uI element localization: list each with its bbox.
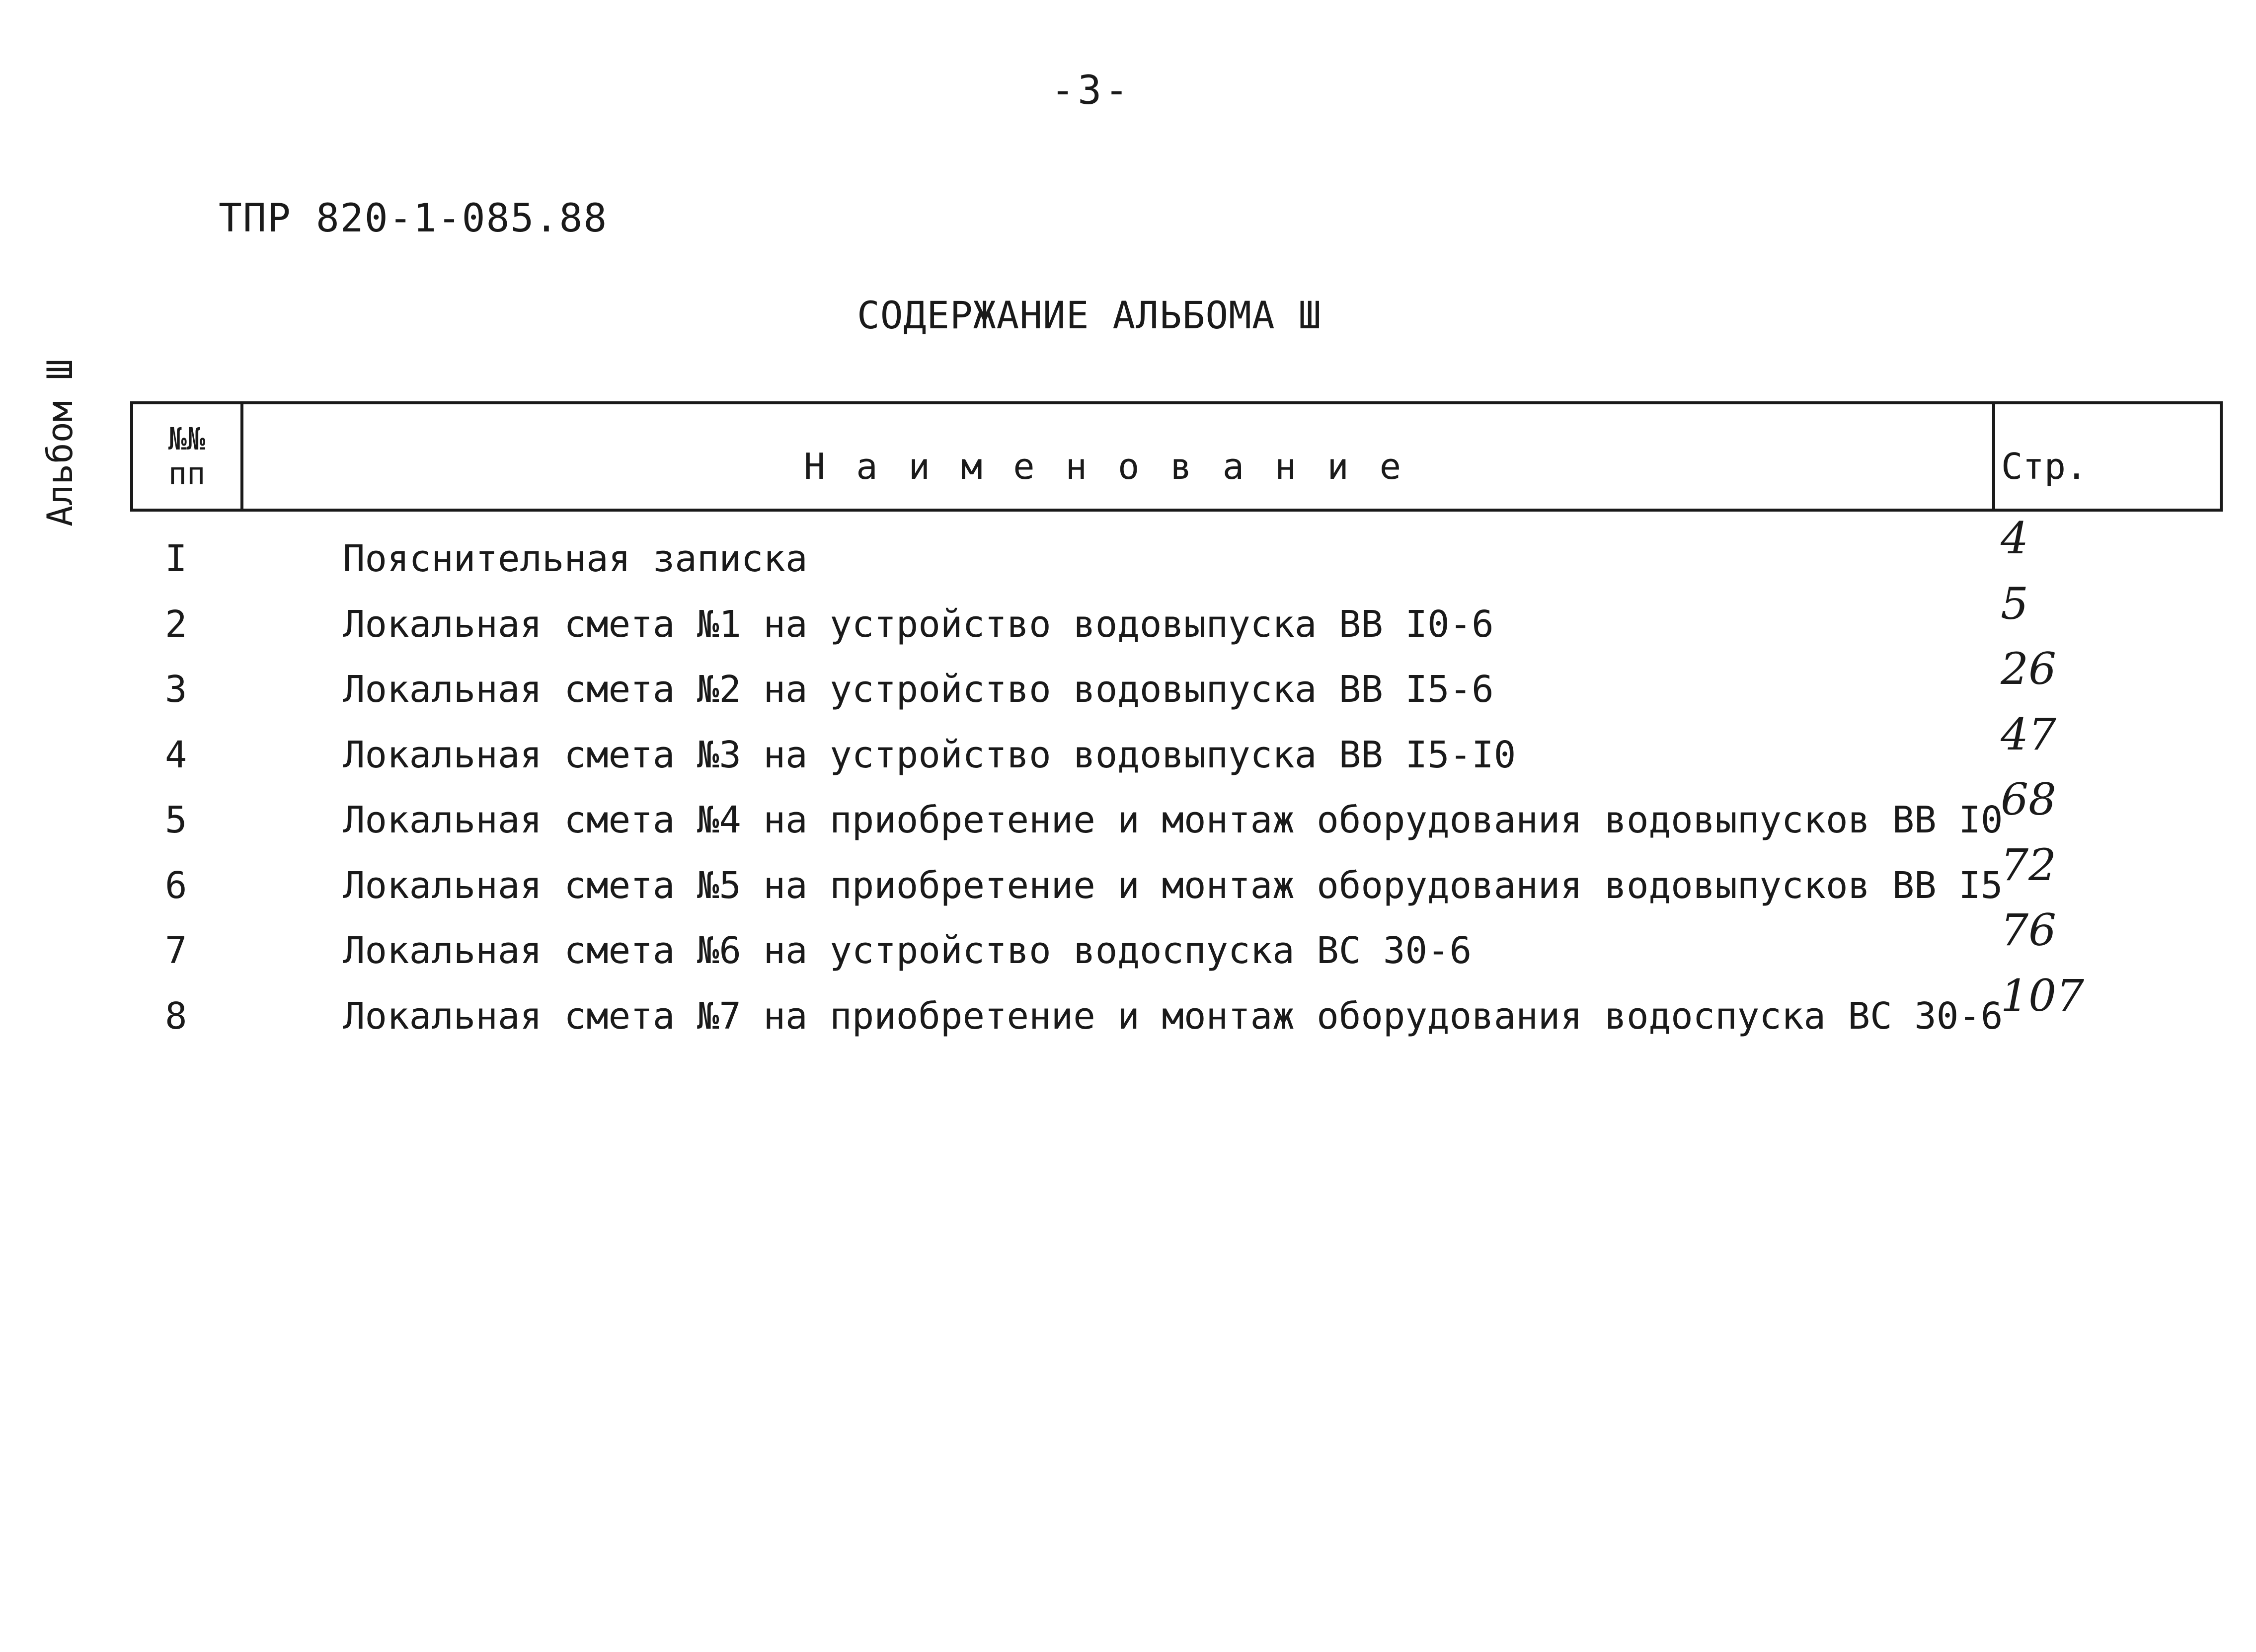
header-page-label: Стр.	[2001, 446, 2088, 487]
table-row	[130, 513, 2223, 593]
row-title: Локальная смета №1 на устройство водовыпуска ВВ I0-6	[343, 602, 1494, 646]
row-number: 7	[165, 929, 187, 972]
table-row	[130, 904, 2223, 985]
row-title: Локальная смета №5 на приобретение и монтаж оборудования водовыпусков ВВ I5	[343, 864, 2003, 907]
row-title: Локальная смета №7 на приобретение и монтаж оборудования водоспуска ВС 30-6	[343, 994, 2003, 1038]
table-row	[130, 708, 2223, 789]
row-number: 3	[165, 668, 187, 711]
row-title: Локальная смета №3 на устройство водовыпуска ВВ I5-I0	[343, 733, 1516, 776]
header-page-cell	[1995, 404, 2220, 509]
row-page-number: 68	[2001, 774, 2056, 825]
row-page-number: 4	[2001, 513, 2028, 564]
page-number: -3-	[1051, 67, 1132, 113]
header-name-cell	[243, 404, 1995, 509]
header-number-line1: №№	[168, 421, 206, 457]
document-code: ТПР 820-1-085.88	[219, 196, 608, 241]
row-title: Локальная смета №2 на устройство водовыпуска ВВ I5-6	[343, 668, 1494, 711]
side-album-label: Альбом Ш	[40, 359, 80, 526]
table-header	[130, 401, 2223, 512]
row-page-number: 47	[2001, 708, 2056, 760]
row-page-number: 72	[2001, 839, 2056, 891]
row-page-number: 76	[2001, 904, 2056, 956]
table-row	[130, 578, 2223, 659]
row-number: 2	[165, 602, 187, 646]
row-number: 8	[165, 994, 187, 1038]
row-title: Локальная смета №6 на устройство водоспуска ВС 30-6	[343, 929, 1472, 972]
header-name-label: Наименование	[803, 446, 1432, 487]
table-row	[130, 970, 2223, 1051]
row-number: 6	[165, 864, 187, 907]
row-page-number: 5	[2001, 578, 2028, 629]
row-number: 5	[165, 799, 187, 841]
header-number-line2: пп	[168, 455, 206, 492]
row-page-number: 107	[2001, 970, 2084, 1021]
document-title: СОДЕРЖАНИЕ АЛЬБОМА Ш	[857, 293, 1322, 337]
table-row	[130, 839, 2223, 920]
row-number: 4	[165, 733, 187, 776]
row-page-number: 26	[2001, 643, 2056, 694]
row-title: Пояснительная записка	[343, 537, 808, 580]
table-row	[130, 774, 2223, 854]
row-number: I	[165, 537, 187, 580]
table-row	[130, 643, 2223, 724]
row-title: Локальная смета №4 на приобретение и монтаж оборудования водовыпусков ВВ I0	[343, 799, 2003, 841]
table-body	[130, 513, 2223, 1050]
header-number-cell	[133, 404, 243, 509]
